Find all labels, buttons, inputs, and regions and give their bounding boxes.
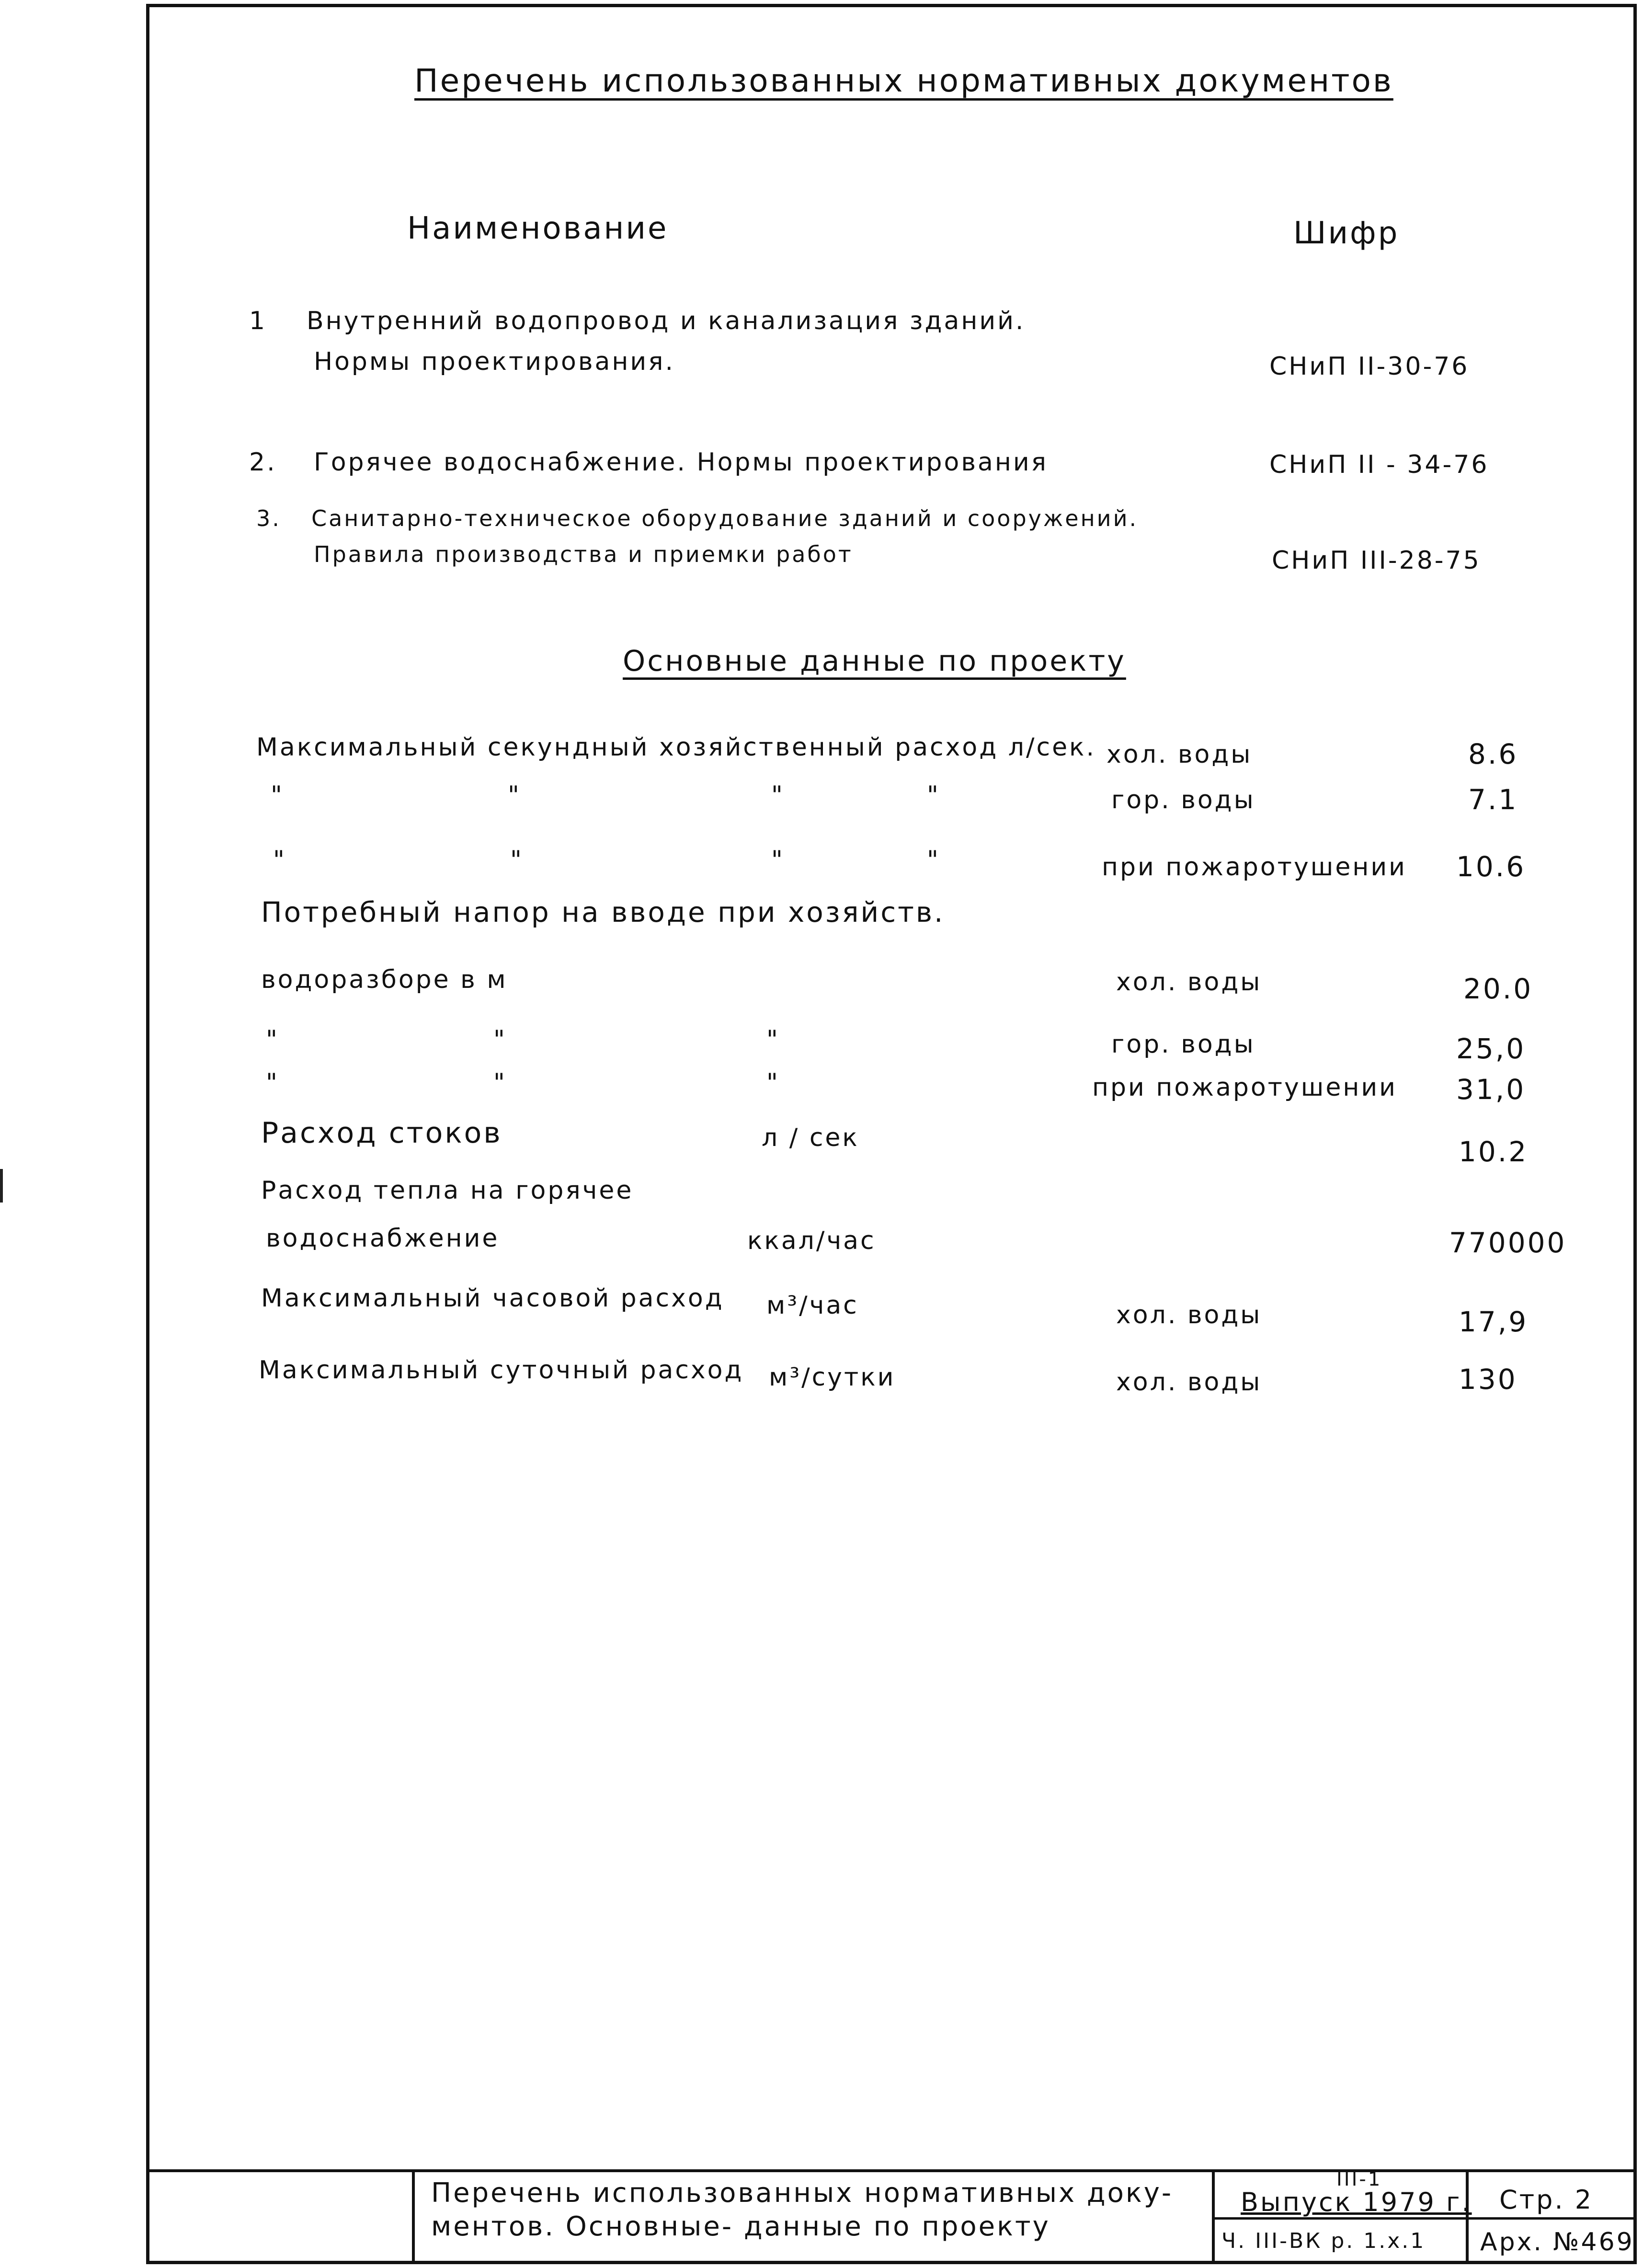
doc-code: СНиП III-28-75 (1272, 546, 1481, 575)
row-note: хол. воды (1116, 1301, 1262, 1329)
doc-line: Горячее водоснабжение. Нормы проектирования (314, 448, 1048, 477)
row-note: гор. воды (1111, 1030, 1255, 1059)
sheet-label: Стр. 2 (1499, 2185, 1594, 2215)
section-title: Основные данные по проекту (623, 644, 1126, 678)
column-header-code: Шифр (1293, 216, 1400, 251)
ditto-mark: " (508, 781, 521, 810)
row-label: Расход тепла на горячее (261, 1176, 634, 1205)
row-label: Максимальный часовой расход (261, 1284, 724, 1313)
doc-line: Санитарно-техническое оборудование зданий и сооружений. (311, 505, 1139, 531)
title-block-description: ментов. Основные- данные по проекту (431, 2211, 1050, 2242)
doc-code: СНиП II - 34-76 (1269, 450, 1489, 479)
ditto-mark: " (771, 781, 785, 810)
row-unit: м³/сутки (769, 1363, 896, 1392)
column-header-name: Наименование (407, 211, 669, 246)
row-label: Расход стоков (261, 1116, 502, 1150)
ditto-mark: " (266, 1068, 279, 1097)
row-note: при пожаротушении (1102, 853, 1407, 882)
ditto-mark: " (493, 1068, 507, 1097)
row-note: хол. воды (1107, 740, 1253, 769)
row-value: 8.6 (1468, 738, 1518, 770)
ditto-mark: " (766, 1025, 780, 1054)
doc-line: Нормы проектирования. (314, 347, 675, 376)
ditto-mark: " (273, 846, 286, 874)
row-value: 770000 (1449, 1226, 1567, 1259)
row-unit: л / сек (762, 1123, 859, 1152)
ditto-mark: " (271, 781, 284, 810)
row-value: 17,9 (1459, 1306, 1529, 1338)
ditto-mark: " (266, 1025, 279, 1054)
row-value: 31,0 (1456, 1073, 1526, 1106)
doc-number: 3. (256, 505, 281, 531)
row-note: хол. воды (1116, 968, 1262, 997)
row-unit: м³/час (766, 1291, 859, 1320)
series-label: III-1 (1336, 2168, 1382, 2190)
document-title: Перечень использованных нормативных документов (414, 62, 1393, 99)
row-label: Потребный напор на вводе при хозяйств. (261, 896, 945, 928)
row-value: 7.1 (1468, 783, 1518, 816)
ditto-mark: " (927, 846, 940, 874)
doc-line: Внутренний водопровод и канализация зданий. (307, 307, 1026, 335)
ditto-mark: " (771, 846, 785, 874)
row-note: при пожаротушении (1092, 1073, 1397, 1102)
row-label: Максимальный секундный хозяйственный расход л/сек. (256, 733, 1096, 762)
title-block-divider (1212, 2169, 1215, 2264)
row-note: гор. воды (1111, 786, 1255, 814)
margin-mark (0, 1169, 3, 1203)
doc-line: Правила производства и приемки работ (314, 541, 853, 567)
title-block-row-divider (1212, 2217, 1637, 2220)
row-unit: ккал/час (747, 1226, 876, 1255)
issue-label: Выпуск 1979 г. (1241, 2187, 1472, 2217)
row-note: хол. воды (1116, 1368, 1262, 1397)
row-label: водоразборе в м (261, 965, 508, 994)
doc-number: 1 (249, 307, 267, 335)
ditto-mark: " (927, 781, 940, 810)
row-label: Максимальный суточный расход (259, 1356, 744, 1385)
row-value: 130 (1459, 1363, 1517, 1396)
doc-number: 2. (249, 448, 277, 477)
ditto-mark: " (493, 1025, 507, 1054)
archive-label: Арх. №469 (1480, 2228, 1634, 2257)
row-label: водоснабжение (266, 1224, 500, 1253)
ditto-mark: " (766, 1068, 780, 1097)
row-value: 20.0 (1463, 973, 1533, 1005)
row-value: 25,0 (1456, 1032, 1526, 1065)
doc-code: СНиП II-30-76 (1269, 352, 1470, 381)
row-value: 10.6 (1456, 850, 1526, 883)
row-value: 10.2 (1459, 1135, 1529, 1168)
title-block-divider (412, 2169, 415, 2264)
title-block-description: Перечень использованных нормативных доку- (431, 2177, 1174, 2209)
part-label: Ч. III-ВК р. 1.х.1 (1221, 2229, 1426, 2253)
ditto-mark: " (510, 846, 524, 874)
